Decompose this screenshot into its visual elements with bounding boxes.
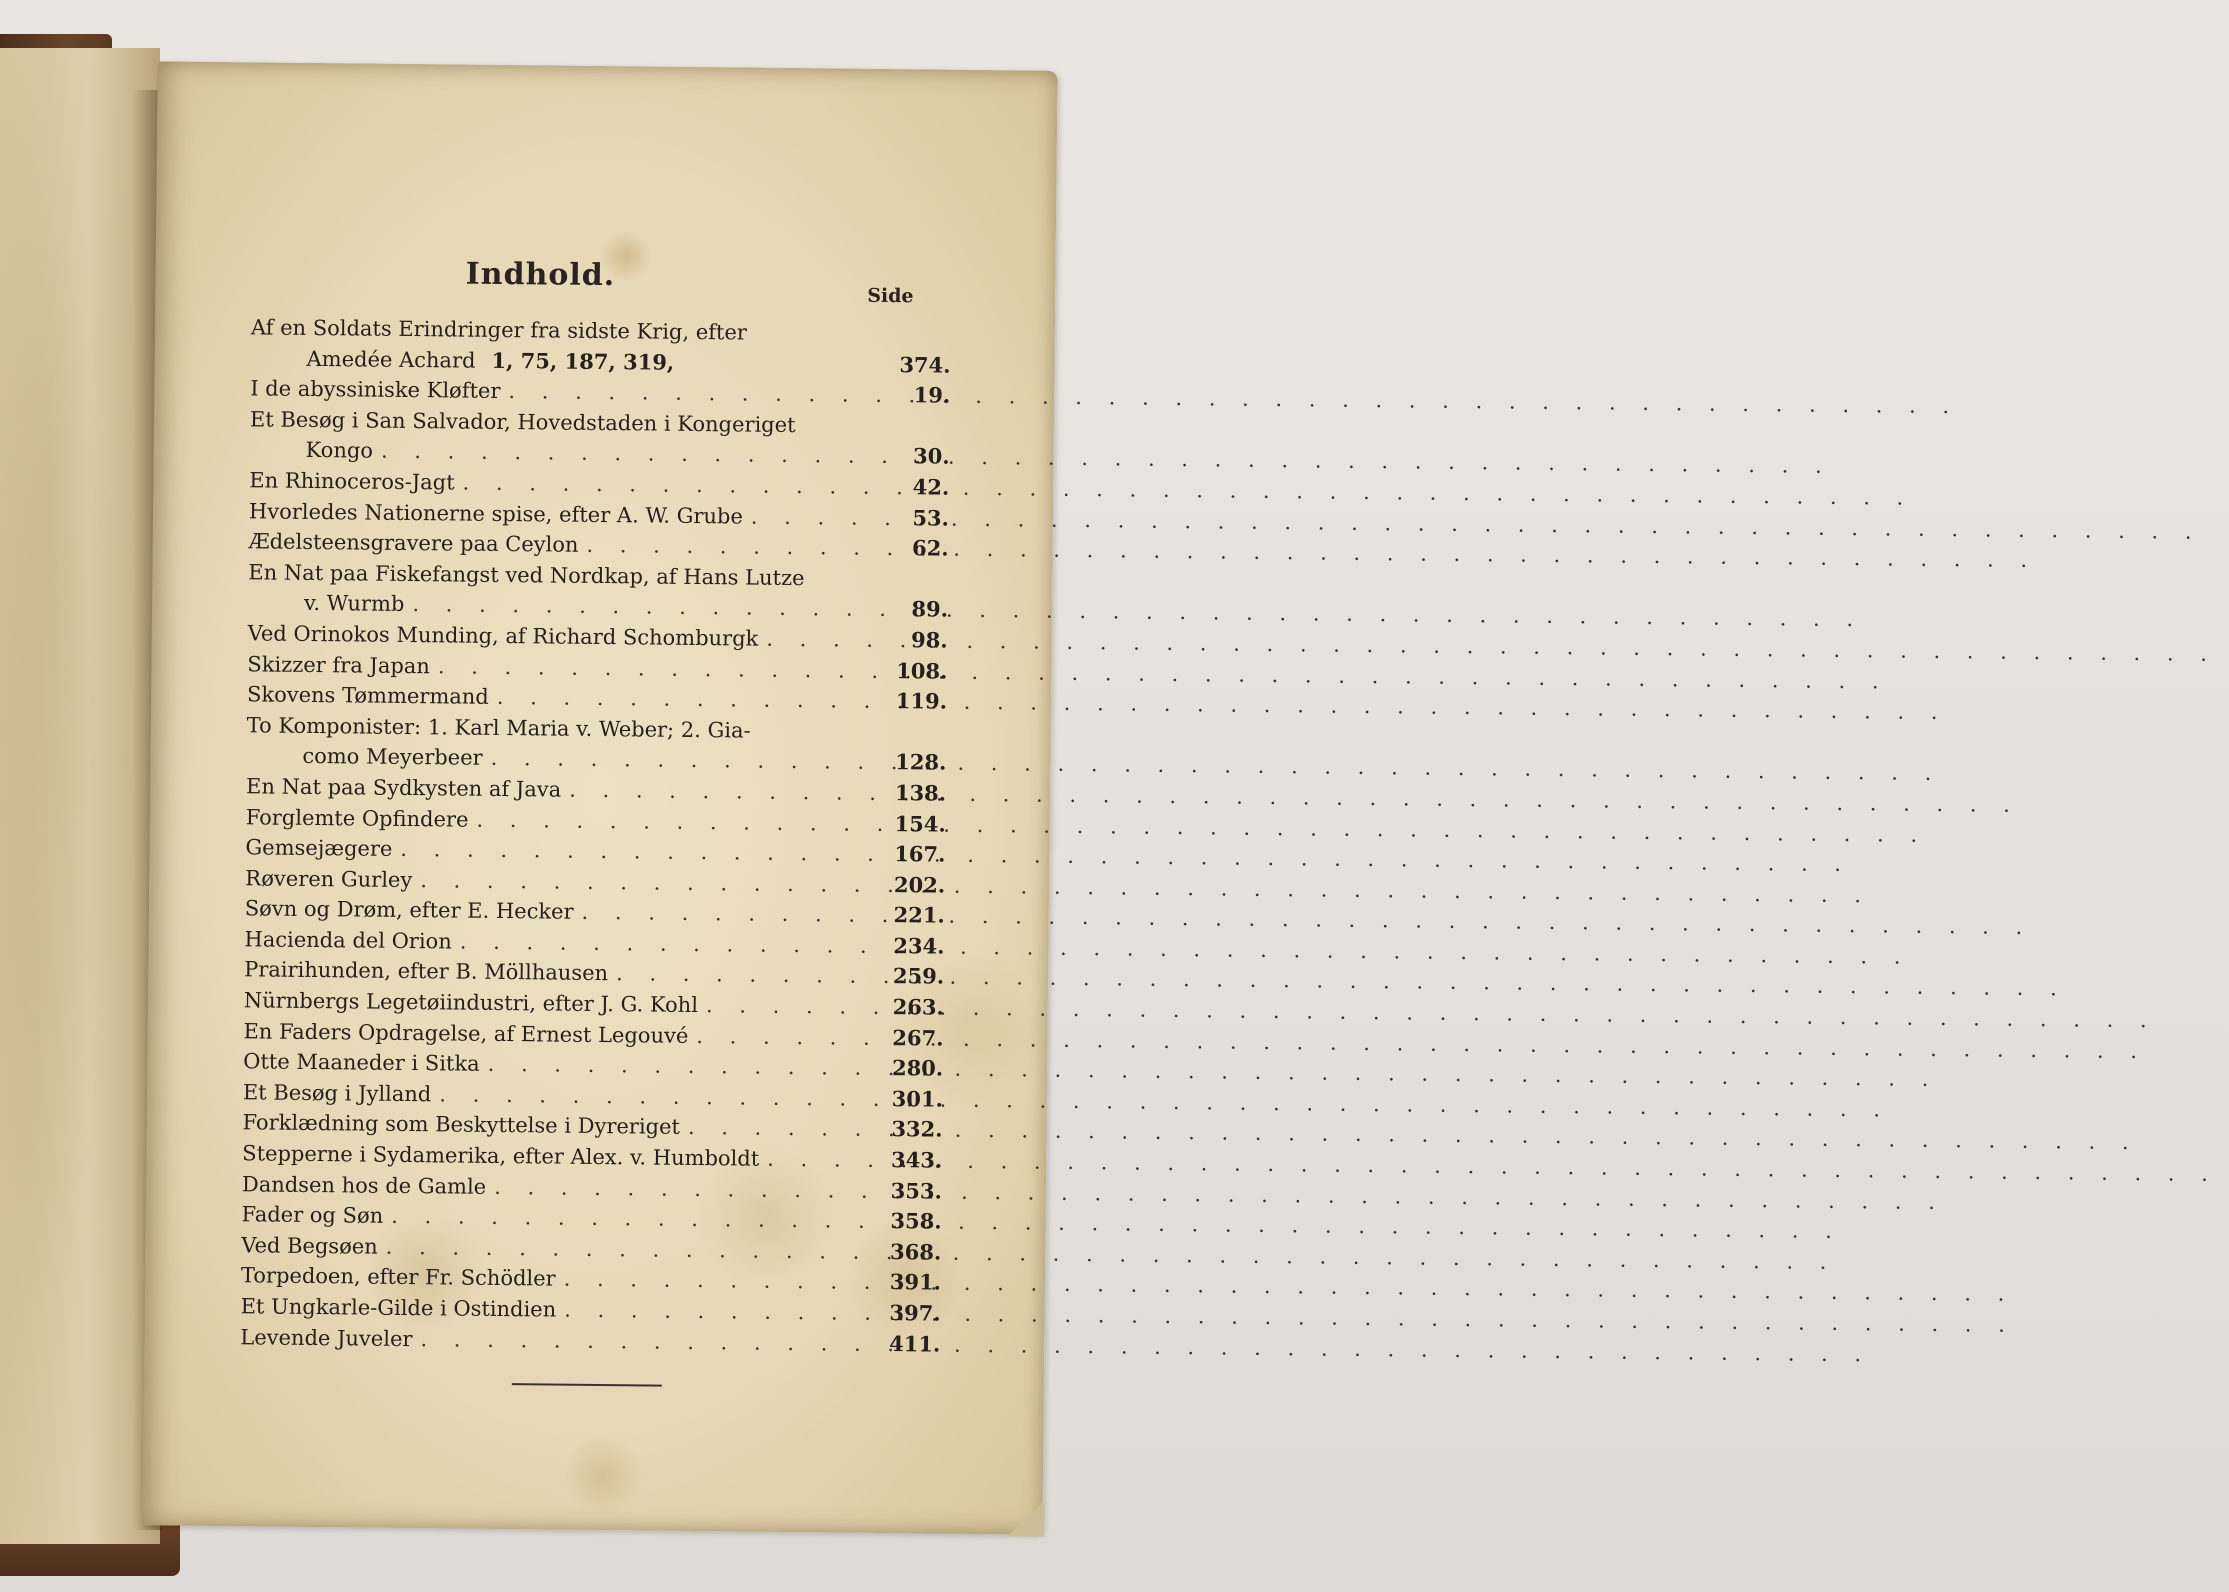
toc-entry-title: Amedée Achard [306,346,476,373]
toc-entry-title: En Nat paa Fiskefangst ved Nordkap, af Hans Lutze [248,560,805,590]
toc-entry-title: Hvorledes Nationerne spise, efter A. W. Grube [248,498,743,529]
toc-entry-title: Ædelsteensgravere paa Ceylon [248,529,579,557]
toc-entry-page-number: 234. [893,932,945,959]
toc-entry-page-number: 358. [890,1208,942,1234]
toc-entry-page-number: 301. [891,1085,943,1112]
toc-entry-title: como Meyerbeer [302,744,483,771]
toc-entry-title: Skovens Tømmermand [246,682,489,709]
toc-entry-title: Fader og Søn [241,1202,384,1228]
toc-entry-page-number: 154. [894,810,946,837]
toc-entry-page-number: 202. [893,871,946,898]
toc-entry-page-number: 167. [894,841,946,867]
toc-entry-extra-pages: 1, 75, 187, 319, [491,347,675,375]
toc-entry-title: Røveren Gurley [245,865,413,892]
toc-entry-title: Gemsejægere [245,835,393,861]
toc-entry-page-number: 53. [912,504,950,531]
toc-entry-page-number: 221. [893,902,945,928]
toc-entry-page-number: 343. [890,1147,943,1173]
toc-entry-title: To Komponister: 1. Karl Maria v. Weber; 2. Gia- [246,713,751,743]
toc-entry-title: Dandsen hos de Gamle [241,1171,487,1199]
toc-entry-page-number: 62. [911,535,949,561]
table-of-contents [240,312,951,1359]
toc-entry-title: Torpedoen, efter Fr. Schödler [240,1263,556,1291]
page-column-head: Side [867,284,914,308]
toc-entry [248,557,949,626]
toc-entry-title: v. Wurmb [303,591,405,617]
toc-entry-page-number: 374. [899,351,951,378]
toc-entry-title: En Nat paa Sydkysten af Java [245,774,562,802]
toc-entry-title: Prairihunden, efter B. Möllhausen [244,957,609,986]
toc-entry [250,312,951,381]
toc-entry-page-number: 30. [912,443,950,470]
toc-entry-title: Hacienda del Orion [244,927,452,954]
toc-entry-page-number: 353. [890,1177,943,1204]
toc-entry-title: Søvn og Drøm, efter E. Hecker [244,896,574,925]
toc-entry-title: Nürnbergs Legetøiindustri, efter J. G. Kohl [243,988,699,1018]
toc-entry-page-number: 119. [895,688,948,714]
toc-entry-title: Levende Juveler [240,1324,413,1351]
toc-entry-page-number: 128. [895,749,947,775]
page-corner [1004,1502,1044,1536]
toc-entry-page-number: 19. [913,382,951,408]
toc-entry-title: I de abyssiniske Kløfter [250,376,501,404]
page-title: Indhold. [465,256,616,294]
toc-entry-title: Et Ungkarle-Gilde i Ostindien [240,1294,557,1322]
toc-entry-title: Otte Maaneder i Sitka [243,1049,480,1077]
toc-entry-page-number: 397. [889,1300,941,1326]
toc-entry-page-number: 411. [889,1330,941,1357]
toc-entry-page-number: 267. [892,1024,944,1051]
end-rule [512,1383,662,1387]
contents-page [142,61,1057,1534]
book-photo [0,0,1080,1592]
toc-entry [240,1322,940,1360]
toc-entry-line [240,1322,856,1359]
toc-entry-title: Et Besøg i Jylland [242,1080,432,1107]
toc-entry-title: Af en Soldats Erindringer fra sidste Krig, efter [250,315,748,345]
toc-entry-page-number: 98. [910,627,948,653]
toc-entry-title: Et Besøg i San Salvador, Hovedstaden i Kongeriget [249,407,796,437]
toc-entry-page-number: 263. [892,994,944,1020]
toc-entry-page-number: 332. [891,1116,943,1143]
toc-entry-page-number: 42. [912,474,950,500]
toc-entry-page-number: 259. [892,963,945,990]
toc-entry-title: Forklædning som Beskyttelse i Dyreriget [242,1110,681,1140]
toc-entry-title: Forglemte Opfindere [245,804,469,832]
toc-entry-page-number: 89. [911,596,949,622]
toc-entry-page-number: 138. [894,779,947,806]
toc-entry-title: En Rhinoceros-Jagt [249,468,455,495]
toc-entry-title: Skizzer fra Japan [247,651,431,678]
toc-entry-page-number: 368. [889,1238,942,1265]
toc-entry-title: En Faders Opdragelse, af Ernest Legouvé [243,1018,689,1048]
toc-entry-title: Stepperne i Sydamerika, efter Alex. v. Humboldt [242,1141,760,1171]
toc-entry-page-number: 108. [896,657,948,684]
toc-entry-title: Ved Begsøen [241,1233,378,1259]
toc-entry-title: Kongo [305,438,374,463]
toc-entry-title: Ved Orinokos Munding, af Richard Schomburgk [247,621,759,651]
toc-entry [249,404,950,473]
toc-entry-page-number: 280. [891,1055,944,1081]
toc-entry [246,710,947,779]
toc-entry-page-number: 391. [889,1269,942,1296]
